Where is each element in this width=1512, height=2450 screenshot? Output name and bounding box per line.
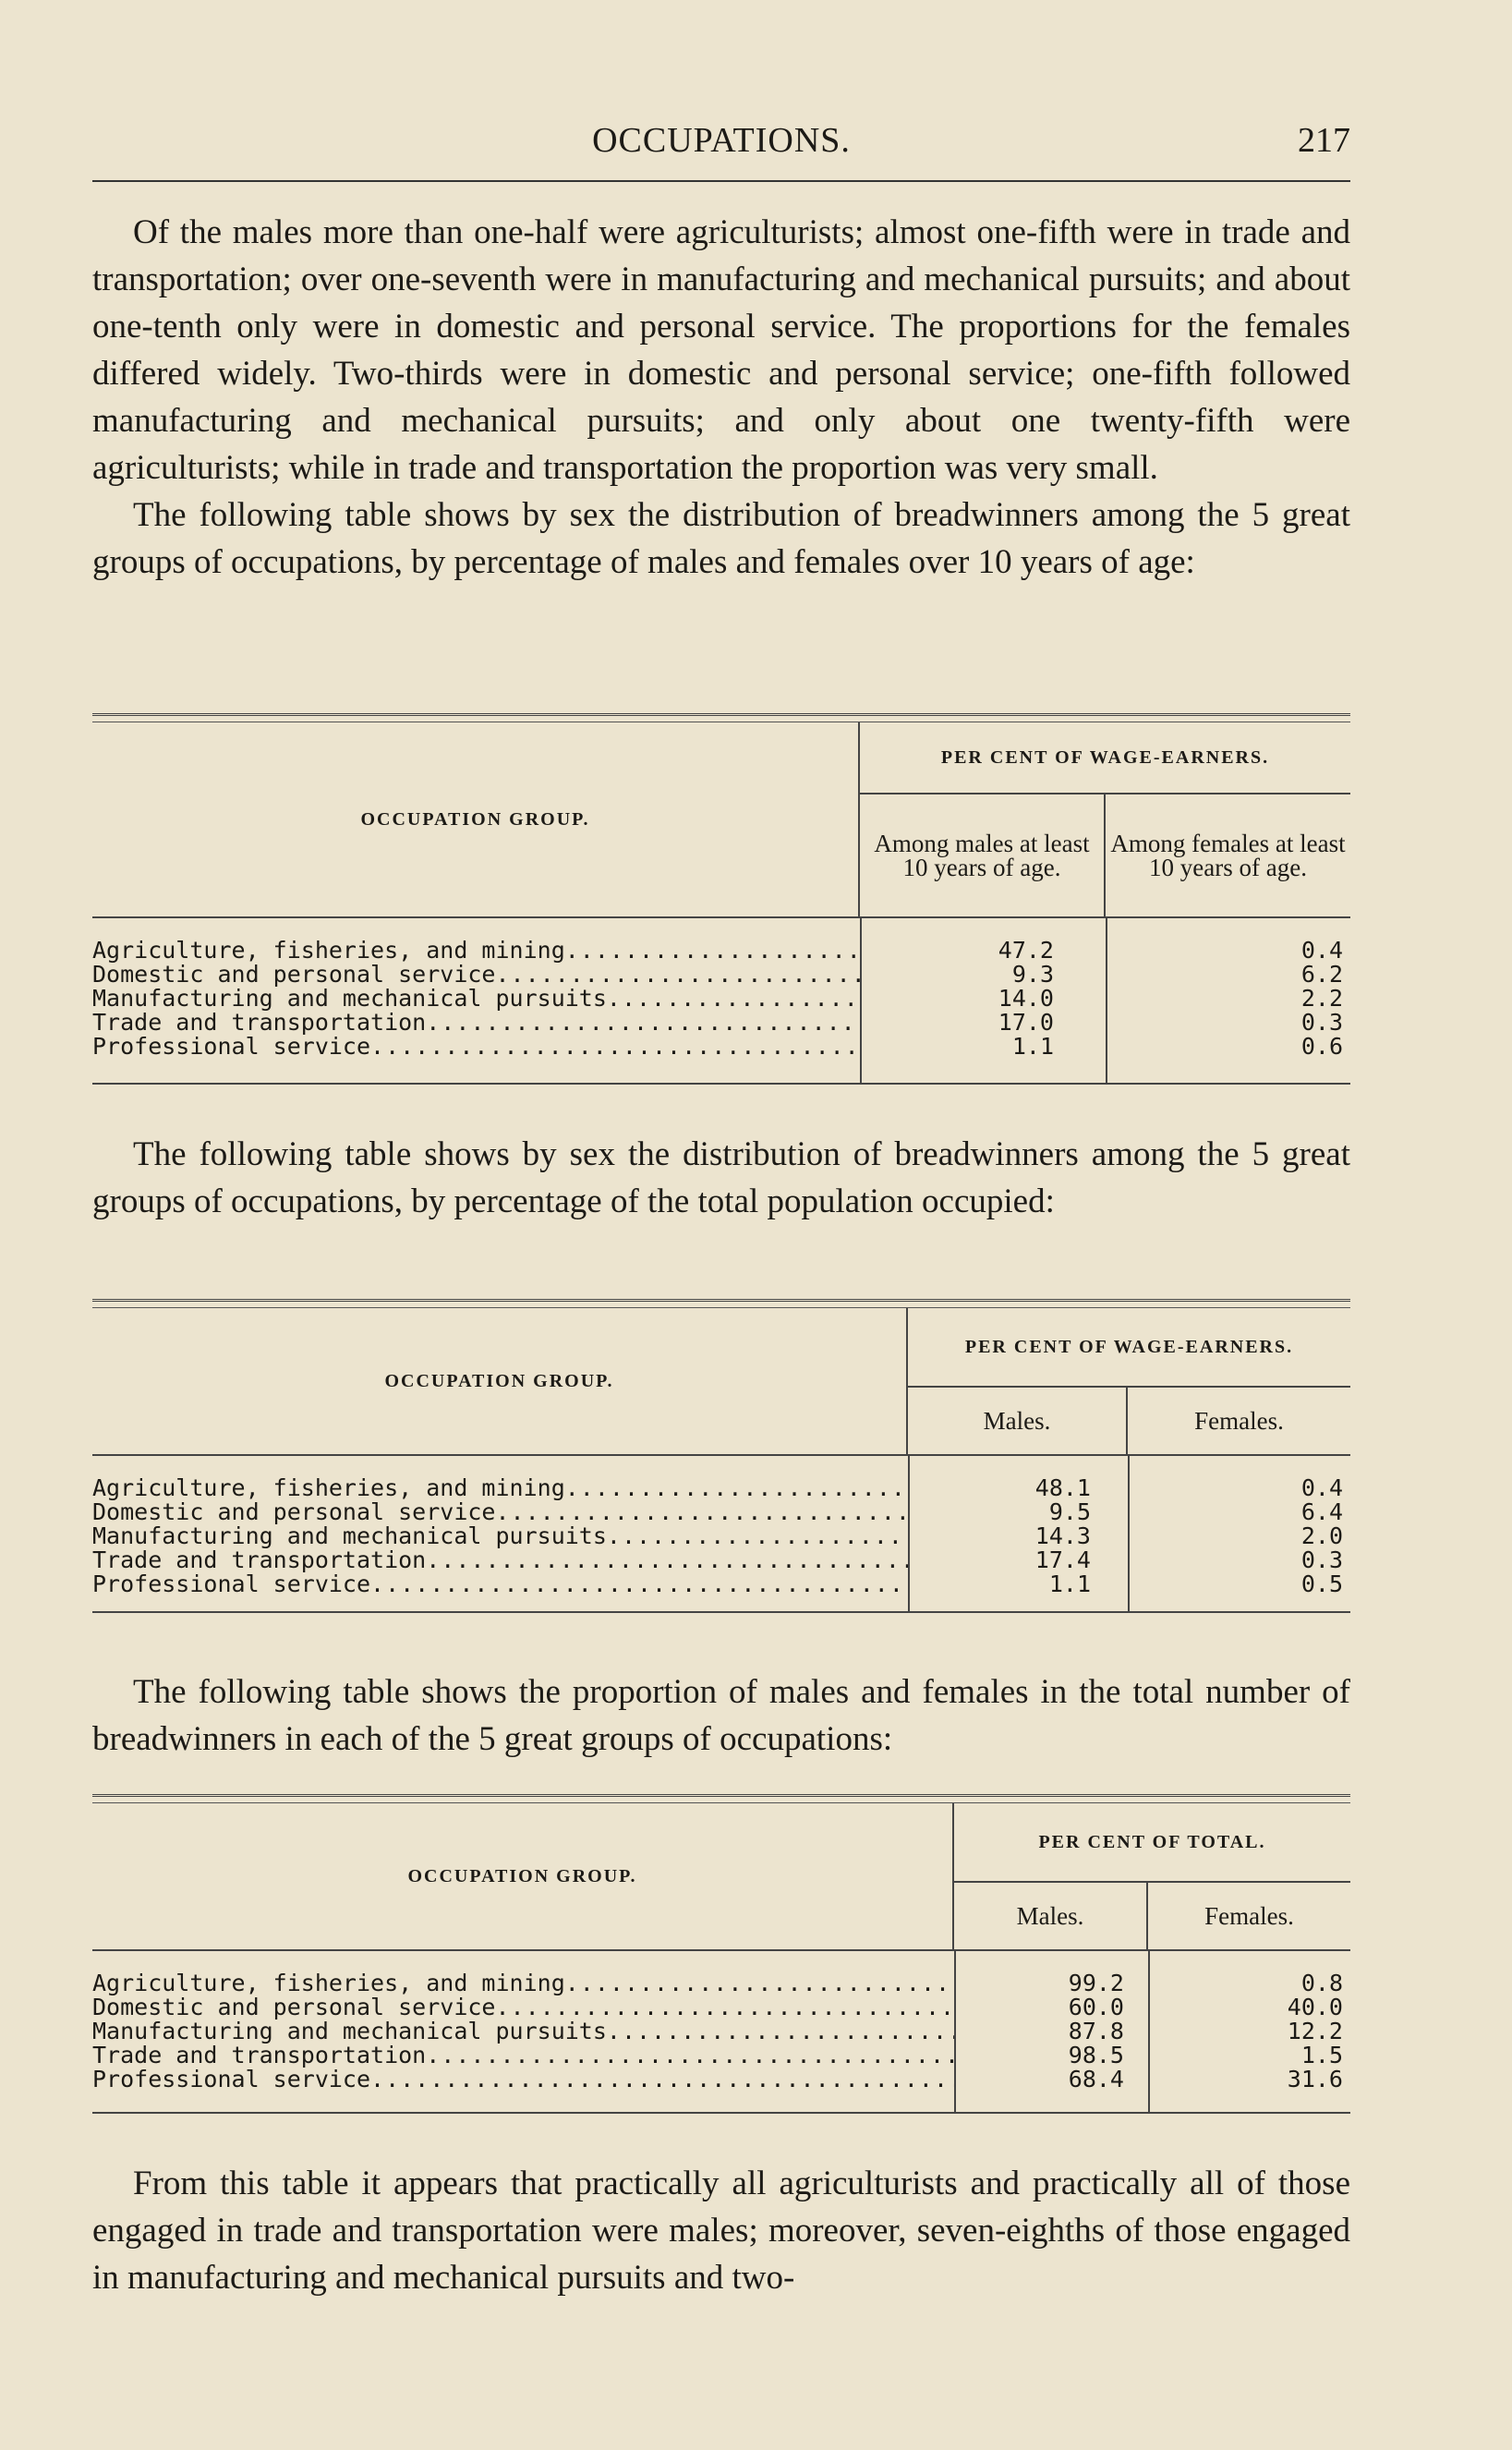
males-header: Males.: [1016, 1902, 1084, 1930]
row-label: Domestic and personal service .....: [92, 963, 860, 987]
row-label: Agriculture, fisheries, and mining .....: [92, 1971, 954, 1995]
row-label: Manufacturing and mechanical pursuits .....: [92, 1524, 908, 1548]
females-column: [1106, 918, 1352, 1083]
row-label: Professional service .....: [92, 2068, 954, 2092]
row-label: Trade and transportation .....: [92, 1548, 908, 1572]
value-cell: 31.6: [1287, 2068, 1343, 2092]
page-header: [92, 115, 1350, 170]
table-top-rule: [92, 1299, 1350, 1308]
males-column: [862, 918, 1106, 1083]
value-cell: 9.5: [1048, 1500, 1091, 1524]
paragraph-text: The following table shows the proportion of males and females in the total number of breadwinners in each of the 5 great groups of occupations:: [92, 1673, 1350, 1758]
females-header: Females.: [1126, 1388, 1350, 1454]
row-labels: [92, 1951, 956, 2112]
value-cell: 17.4: [1034, 1548, 1091, 1572]
table-top-rule: [92, 713, 1350, 722]
row-labels: [92, 1456, 910, 1611]
value-cell: 1.1: [1048, 1572, 1091, 1596]
span-header: PER CENT OF WAGE-EARNERS.: [860, 722, 1350, 794]
value-cell: 14.0: [998, 987, 1054, 1011]
value-cell: 1.5: [1300, 2044, 1343, 2068]
value-cell: 98.5: [1068, 2044, 1124, 2068]
females-header: Females.: [1146, 1883, 1350, 1949]
row-label: Trade and transportation .....: [92, 2044, 954, 2068]
value-cell: 60.0: [1068, 1995, 1124, 2019]
row-label: Professional service .....: [92, 1035, 860, 1059]
paragraph-3: [92, 1131, 1350, 1225]
value-cell: 0.6: [1300, 1035, 1343, 1059]
table-1: [92, 713, 1350, 1085]
value-cell: 0.3: [1300, 1548, 1343, 1572]
span-header: PER CENT OF TOTAL.: [954, 1803, 1350, 1883]
females-header: Among females at least 10 years of age.: [1104, 794, 1350, 916]
value-cell: 12.2: [1287, 2019, 1343, 2044]
females-column: [1128, 1456, 1352, 1611]
value-cell: 87.8: [1068, 2019, 1124, 2044]
value-cell: 0.4: [1300, 1476, 1343, 1500]
paragraph-text: The following table shows by sex the distribution of breadwinners among the 5 great groups of occupations, by percentage of males and females over 10 years of age:: [92, 496, 1350, 581]
paragraph-text: Of the males more than one-half were agriculturists; almost one-fifth were in trade and transportation; over one-seventh were in manufacturing and mechanical pursuits; and about one-tenth only were in domestic and personal service. The proportions for the females differed widely. Two-thirds were in domestic and personal service; one-fifth followed manufacturing and mechanical pursuits; and only about one twenty-fifth were agriculturists; while in trade and transportation the proportion was very small.: [92, 213, 1350, 487]
row-label: Domestic and personal service .....: [92, 1500, 908, 1524]
value-cell: 0.3: [1300, 1011, 1343, 1035]
table-2: [92, 1299, 1350, 1613]
paragraph-4: [92, 1668, 1350, 1763]
paragraph-text: From this table it appears that practically all agriculturists and practically all of those engaged in trade and transportation were males; moreover, seven-eighths of those engaged in manufacturing and mechanical pursuits and two-: [92, 2165, 1350, 2297]
span-header: PER CENT OF WAGE-EARNERS.: [908, 1308, 1350, 1388]
table-top-rule: [92, 1794, 1350, 1803]
value-cell: 9.3: [1011, 963, 1054, 987]
paragraph-5: [92, 2160, 1350, 2301]
value-cell: 2.2: [1300, 987, 1343, 1011]
row-label: Trade and transportation .....: [92, 1011, 860, 1035]
row-label: Domestic and personal service .....: [92, 1995, 954, 2019]
males-header: Males.: [983, 1407, 1051, 1435]
males-column: [910, 1456, 1128, 1611]
males-header: Among males at least 10 years of age.: [874, 830, 1090, 881]
paragraph-text: The following table shows by sex the distribution of breadwinners among the 5 great groups of occupations, by percentage of the total population occupied:: [92, 1135, 1350, 1220]
value-cell: 40.0: [1287, 1995, 1343, 2019]
row-labels: [92, 918, 862, 1083]
males-column: [956, 1951, 1148, 2112]
occupation-group-header: OCCUPATION GROUP.: [92, 722, 860, 916]
value-cell: 2.0: [1300, 1524, 1343, 1548]
females-column: [1148, 1951, 1352, 2112]
page-number: 217: [1298, 121, 1350, 160]
row-label: Professional service .....: [92, 1572, 908, 1596]
value-cell: 14.3: [1034, 1524, 1091, 1548]
value-cell: 68.4: [1068, 2068, 1124, 2092]
row-label: Agriculture, fisheries, and mining .....: [92, 939, 860, 963]
value-cell: 6.2: [1300, 963, 1343, 987]
value-cell: 99.2: [1068, 1971, 1124, 1995]
occupation-group-header: OCCUPATION GROUP.: [92, 1803, 954, 1949]
value-cell: 0.5: [1300, 1572, 1343, 1596]
table-3: [92, 1794, 1350, 2114]
value-cell: 17.0: [998, 1011, 1054, 1035]
value-cell: 47.2: [998, 939, 1054, 963]
value-cell: 48.1: [1034, 1476, 1091, 1500]
running-head: OCCUPATIONS.: [592, 121, 851, 160]
value-cell: 0.8: [1300, 1971, 1343, 1995]
row-label: Manufacturing and mechanical pursuits .....: [92, 987, 860, 1011]
value-cell: 0.4: [1300, 939, 1343, 963]
header-rule: [92, 180, 1350, 182]
value-cell: 6.4: [1300, 1500, 1343, 1524]
occupation-group-header: OCCUPATION GROUP.: [92, 1308, 908, 1454]
value-cell: 1.1: [1011, 1035, 1054, 1059]
row-label: Agriculture, fisheries, and mining .....: [92, 1476, 908, 1500]
row-label: Manufacturing and mechanical pursuits .....: [92, 2019, 954, 2044]
paragraph-1: [92, 209, 1350, 586]
